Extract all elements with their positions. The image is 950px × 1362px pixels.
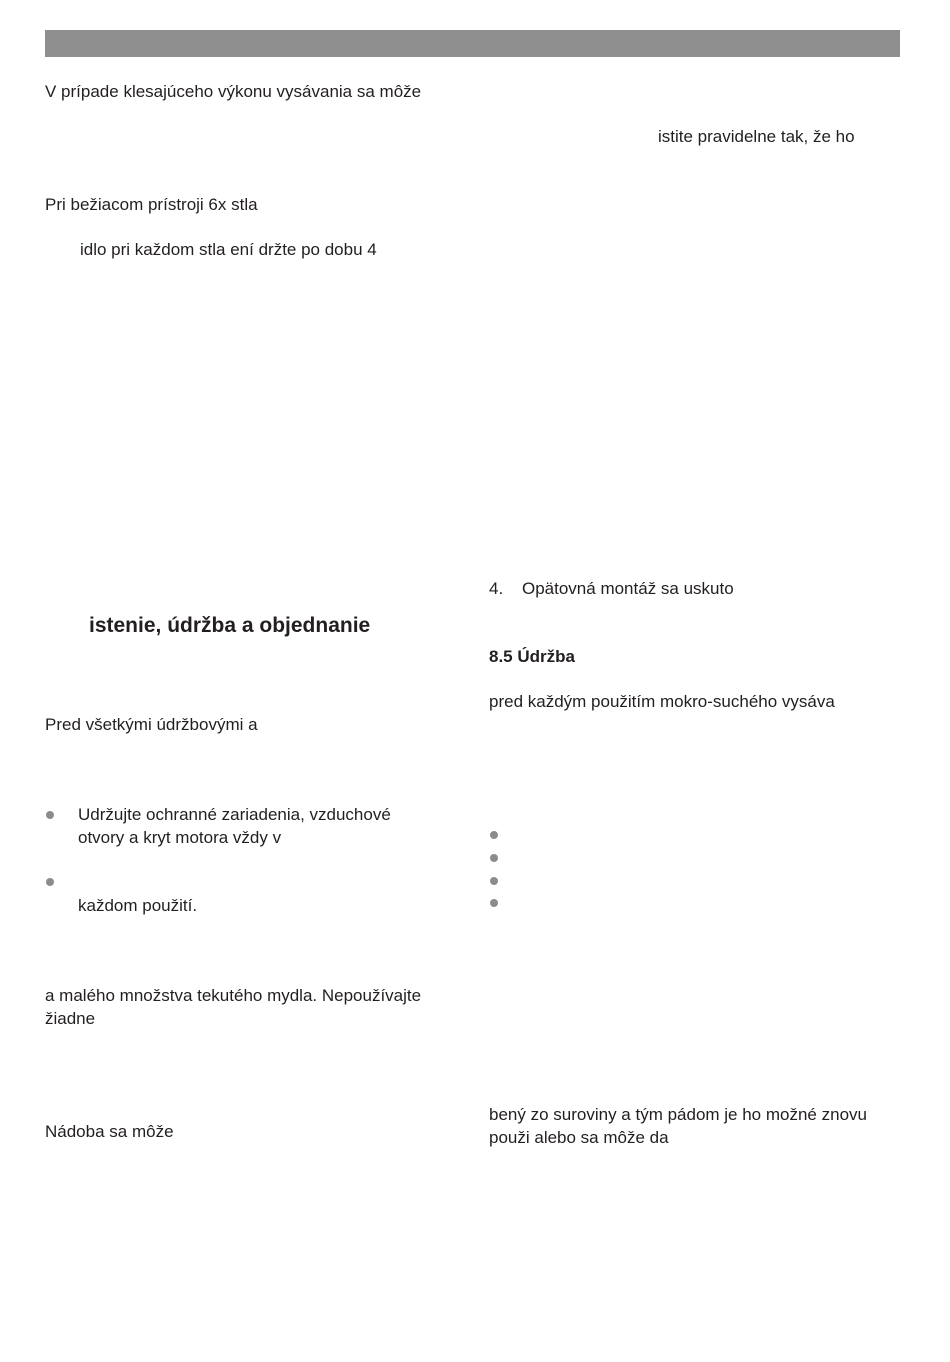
left-paragraph-hold: idlo pri každom stla ení držte po dobu 4: [80, 240, 377, 259]
left-paragraph-soap-line-1: a malého množstva tekutého mydla. Nepoužívajte: [45, 986, 422, 1005]
left-paragraph-soap-line-2: žiadne: [45, 1009, 96, 1028]
left-paragraph-suction: V prípade klesajúceho výkonu vysávania sa môže: [45, 82, 422, 101]
left-paragraph-press: Pri bežiacom prístroji 6x stla: [45, 195, 258, 214]
step-4-number: 4.: [489, 579, 504, 598]
left-paragraph-before-maintenance: Pred všetkými údržbovými a: [45, 715, 258, 734]
maintenance-subheading: 8.5 Údržba: [489, 647, 575, 666]
bullet-item-2-line-2: každom použití.: [78, 896, 198, 915]
bullet-icon: [490, 854, 498, 862]
bullet-item-1-line-1: Udržujte ochranné zariadenia, vzduchové: [78, 805, 391, 824]
right-paragraph-recycle-line-1: bený zo suroviny a tým pádom je ho možné znovu: [489, 1105, 867, 1124]
bullet-item-1-line-2: otvory a kryt motora vždy v: [78, 828, 282, 847]
right-paragraph-recycle-line-2: použi alebo sa môže da: [489, 1128, 669, 1147]
bullet-icon: [490, 899, 498, 907]
step-4-text: Opätovná montáž sa uskuto: [522, 579, 734, 598]
bullet-icon: [46, 878, 54, 886]
right-paragraph-clean: istite pravidelne tak, že ho: [658, 127, 855, 146]
bullet-icon: [490, 877, 498, 885]
bullet-icon: [490, 831, 498, 839]
left-paragraph-container: Nádoba sa môže: [45, 1122, 174, 1141]
header-bar: [45, 30, 900, 57]
bullet-icon: [46, 811, 54, 819]
right-paragraph-before-use: pred každým použitím mokro-suchého vysáva: [489, 692, 835, 711]
section-heading: istenie, údržba a objednanie: [89, 614, 371, 637]
